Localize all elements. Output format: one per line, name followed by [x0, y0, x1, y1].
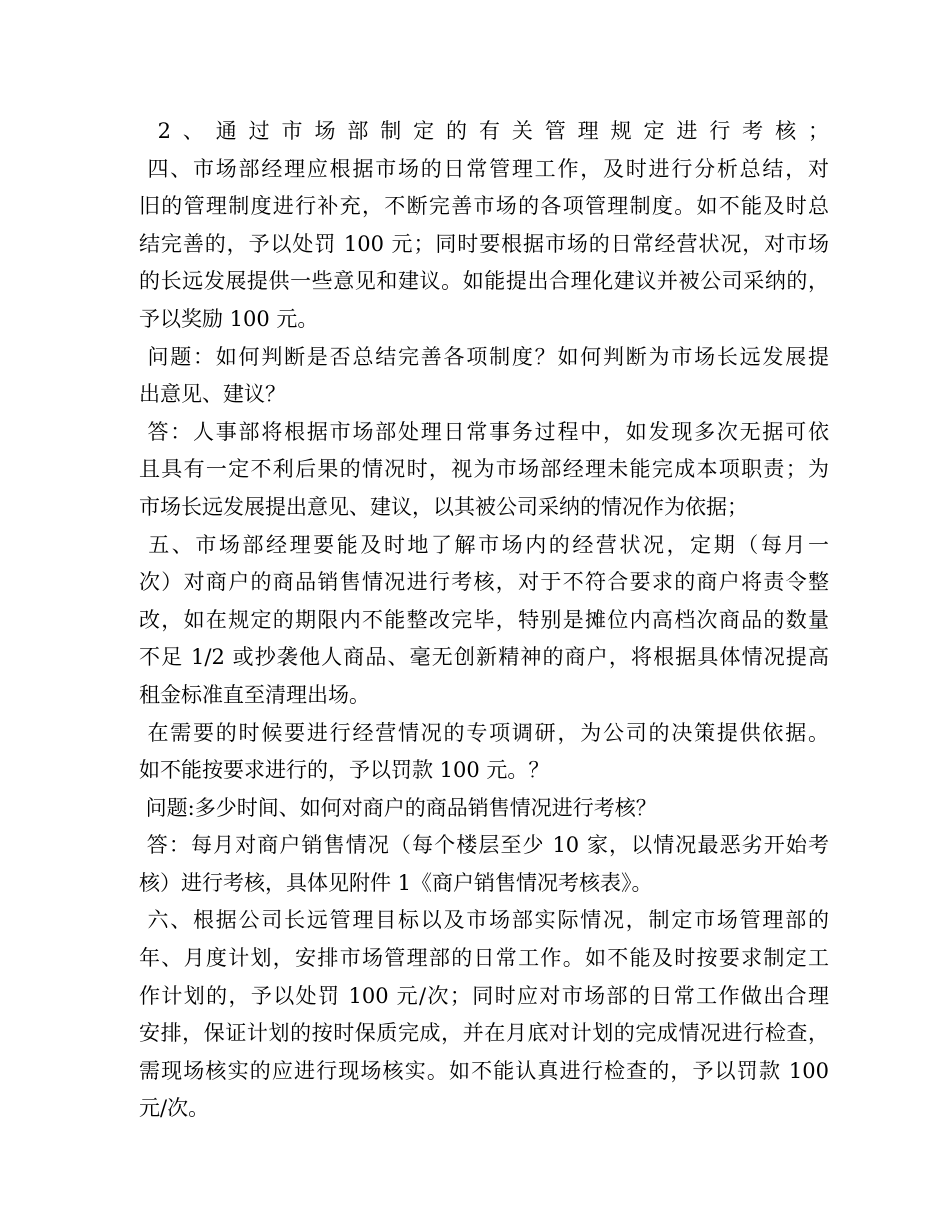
text-line: 予以奖励 100 元。: [139, 306, 319, 331]
text-line: 核）进行考核，具体见附件 1《商户销售情况考核表》。: [139, 870, 653, 895]
text-line: 次）对商户的商品销售情况进行考核，对于不符合要求的商户将责令整: [139, 570, 829, 595]
text-line: 六、根据公司长远管理目标以及市场部实际情况，制定市场管理部的: [139, 908, 829, 933]
text-line: 2、通过市场部制定的有关管理规定进行考核；: [139, 119, 829, 143]
text-line: 问题:多少时间、如何对商户的商品销售情况进行考核？: [139, 795, 657, 820]
text-line: 安排，保证计划的按时保质完成，并在月底对计划的完成情况进行检查，: [139, 1021, 829, 1046]
text-line: 四、市场部经理应根据市场的日常管理工作，及时进行分析总结，对: [139, 156, 829, 181]
text-line: 元/次。: [139, 1096, 210, 1121]
text-line: 在需要的时候要进行经营情况的专项调研，为公司的决策提供依据。: [139, 720, 829, 745]
text-line: 租金标准直至清理出场。: [139, 682, 370, 707]
text-line: 不足 1/2 或抄袭他人商品、毫无创新精神的商户，将根据具体情况提高: [139, 645, 829, 670]
text-line: 需现场核实的应进行现场核实。如不能认真进行检查的，予以罚款 100: [139, 1058, 829, 1083]
text-line: 答：人事部将根据市场部处理日常事务过程中，如发现多次无据可依: [139, 419, 829, 444]
text-line: 作计划的，予以处罚 100 元/次；同时应对市场部的日常工作做出合理: [139, 983, 829, 1008]
text-line: 旧的管理制度进行补充，不断完善市场的各项管理制度。如不能及时总: [139, 194, 829, 219]
text-line: 的长远发展提供一些意见和建议。如能提出合理化建议并被公司采纳的，: [139, 269, 829, 294]
text-line: 改，如在规定的期限内不能整改完毕，特别是摊位内高档次商品的数量: [139, 607, 829, 632]
text-line: 出意见、建议？: [139, 382, 286, 407]
text-line: 且具有一定不利后果的情况时，视为市场部经理未能完成本项职责；为: [139, 457, 829, 482]
text-line: 如不能按要求进行的，予以罚款 100 元。？: [139, 758, 550, 783]
text-line: 五、市场部经理要能及时地了解市场内的经营状况，定期（每月一: [139, 532, 829, 557]
text-line: 问题：如何判断是否总结完善各项制度？如何判断为市场长远发展提: [139, 344, 829, 369]
document-body: [139, 113, 829, 1128]
text-line: 答：每月对商户销售情况（每个楼层至少 10 家，以情况最恶劣开始考: [139, 833, 829, 858]
text-line: 市场长远发展提出意见、建议，以其被公司采纳的情况作为依据；: [139, 494, 748, 519]
text-line: 年、月度计划，安排市场管理部的日常工作。如不能及时按要求制定工: [139, 946, 829, 971]
text-line: 结完善的，予以处罚 100 元；同时要根据市场的日常经营状况，对市场: [139, 231, 829, 256]
